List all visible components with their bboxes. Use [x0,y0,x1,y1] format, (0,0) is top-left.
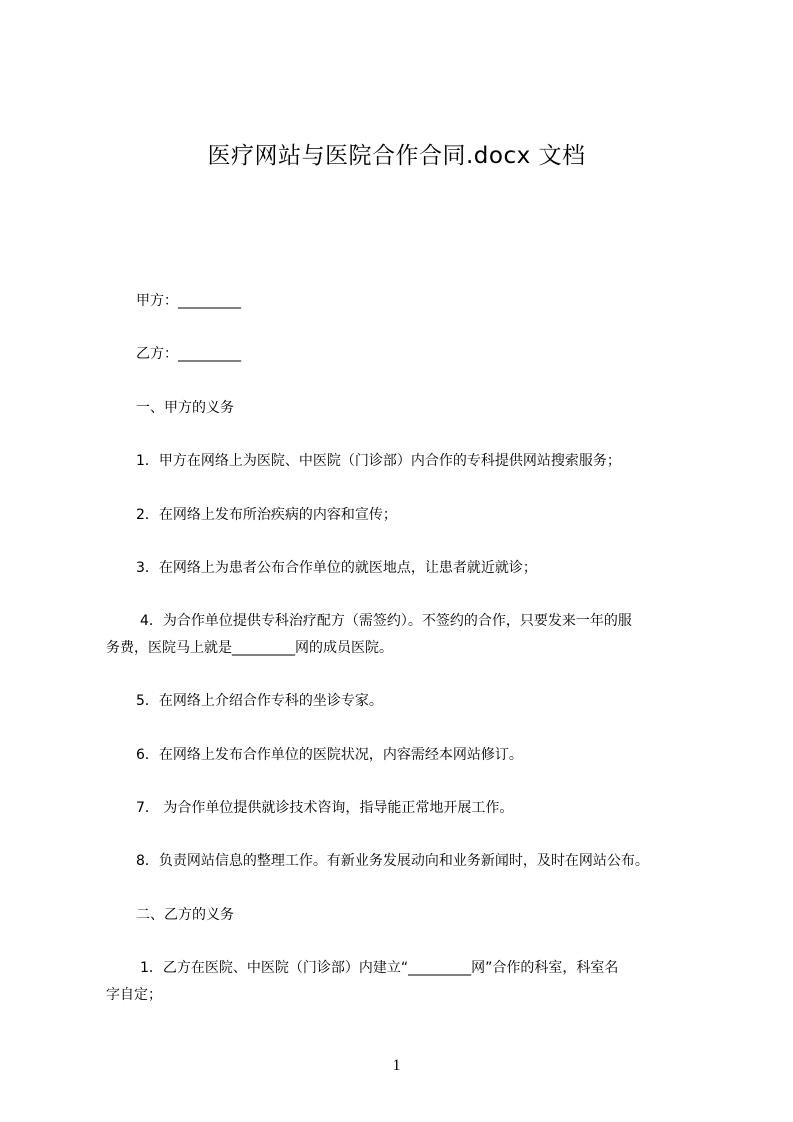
page-number: 1 [392,1057,401,1074]
party-b-line: 乙方：_________ [136,346,241,362]
clause-a-8: 8．负责网站信息的整理工作。有新业务发展动向和业务新闻时，及时在网站公布。 [136,853,649,869]
section-heading-party-b-obligations: 二、乙方的义务 [136,907,234,923]
clause-a-6: 6．在网络上发布合作单位的医院状况，内容需经本网站修订。 [136,747,523,763]
clause-a-3: 3．在网络上为患者公布合作单位的就医地点，让患者就近就诊； [136,560,537,576]
clause-b-1-line-1: 1．乙方在医院、中医院（门诊部）内建立“_________网”合作的科室，科室名 [140,960,619,976]
clause-a-4-line-1: 4．为合作单位提供专科治疗配方（需签约）。不签约的合作，只要发来一年的服 [140,613,632,629]
clause-b-1-line-2: 字自定； [106,987,162,1003]
clause-a-4-line-2: 务费，医院马上就是_________网的成员医院。 [106,640,393,656]
party-a-line: 甲方：_________ [136,293,241,309]
clause-a-2: 2．在网络上发布所治疾病的内容和宣传； [136,507,397,523]
document-title: 医疗网站与医院合作合同.docx 文档 [207,143,586,169]
clause-a-5: 5．在网络上介绍合作专科的坐诊专家。 [136,693,383,709]
clause-a-1: 1．甲方在网络上为医院、中医院（门诊部）内合作的专科提供网站搜索服务； [136,453,621,469]
clause-a-7: 7． 为合作单位提供就诊技术咨询，指导能正常地开展工作。 [136,800,514,816]
section-heading-party-a-obligations: 一、甲方的义务 [136,400,234,416]
